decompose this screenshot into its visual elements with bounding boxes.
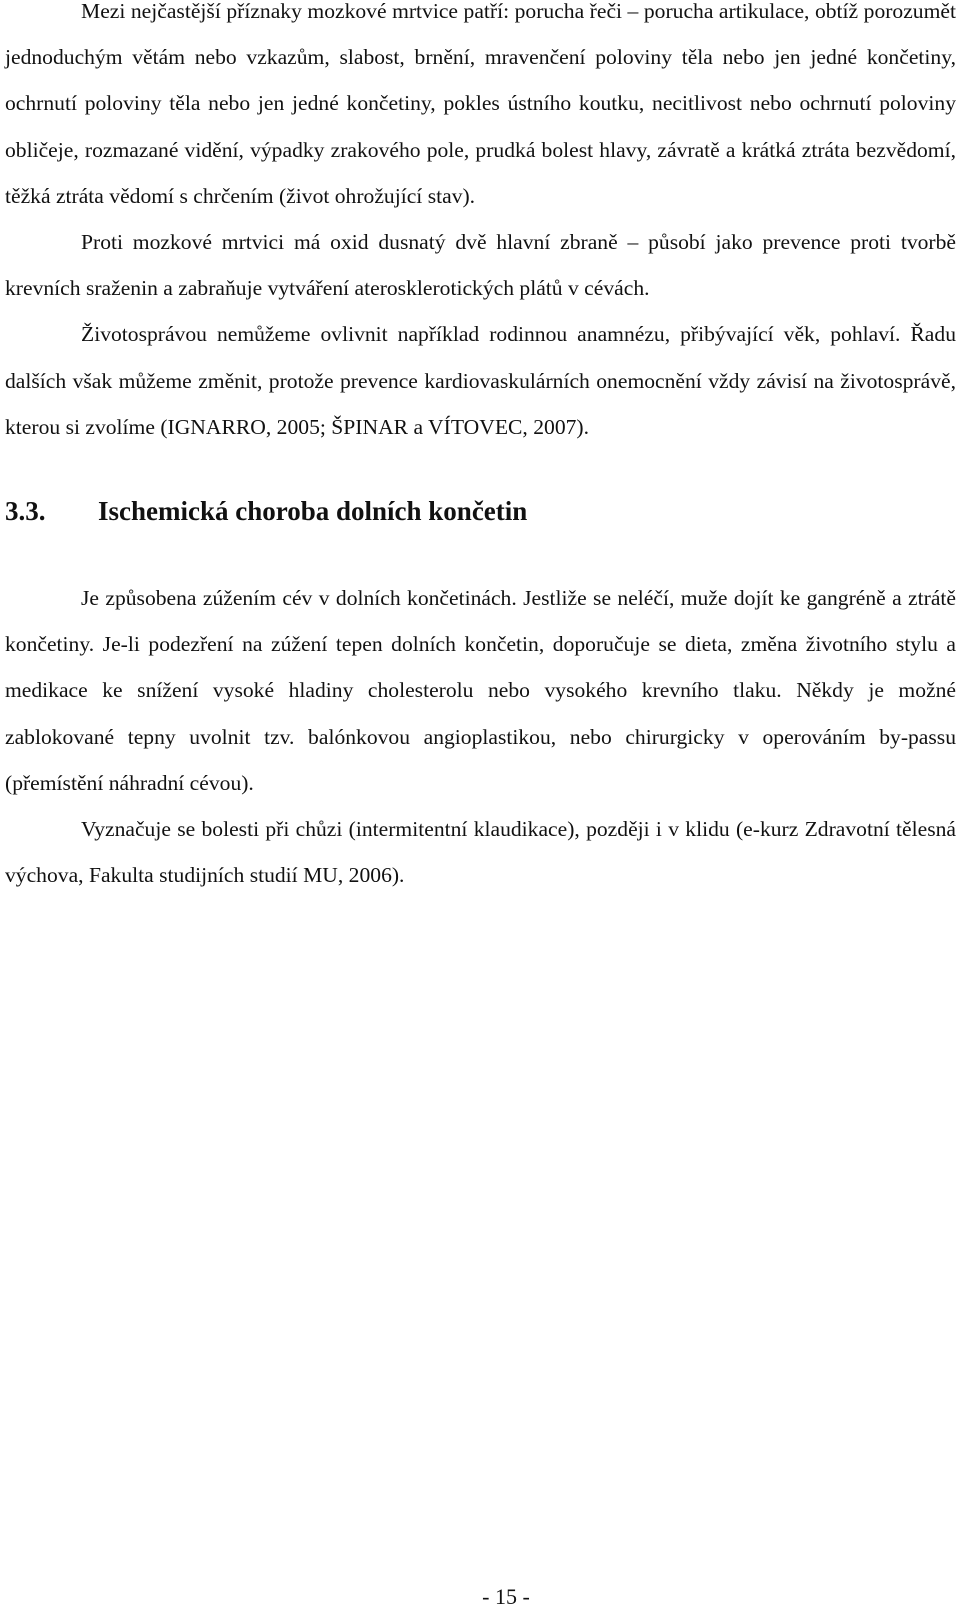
section-spacer-bottom xyxy=(5,536,956,575)
paragraph-lifestyle: Životosprávou nemůžeme ovlivnit například rodinnou anamnézu, přibývající věk, pohlaví. Řadu dalších však můžeme změnit, protože prevence kardiovaskulárních onemocnění vždy závisí na životosprávě, kterou si zvolíme (IGNARRO, 2005; ŠPINAR a VÍTOVEC, 2007). xyxy=(5,322,956,439)
paragraph-nitric-oxide: Proti mozkové mrtvici má oxid dusnatý dvě hlavní zbraně – působí jako prevence proti tvorbě krevních sraženin a zabraňuje vytváření aterosklerotických plátů v cévách. xyxy=(5,230,956,301)
section-number: 3.3. xyxy=(5,496,46,527)
page-content xyxy=(5,0,956,898)
page-number: - 15 - xyxy=(482,1584,530,1609)
paragraph-ischemia-symptoms: Vyznačuje se bolesti při chůzi (intermitentní klaudikace), později i v klidu (e-kurz Zdravotní tělesná výchova, Fakulta studijních studií MU, 2006). xyxy=(5,817,956,888)
section-heading xyxy=(5,486,956,536)
paragraph-stroke-symptoms: Mezi nejčastější příznaky mozkové mrtvice patří: porucha řeči – porucha artikulace, obtíž porozumět jednoduchým větám nebo vzkazům, slabost, brnění, mravenčení poloviny těla nebo jen jedné končetiny, ochrnutí poloviny těla nebo jen jedné končetiny, pokles ústního koutku, necitlivost nebo ochrnutí poloviny obličeje, rozmazané vidění, výpadky zrakového pole, prudká bolest hlavy, závratě a krátká ztráta bezvědomí, těžká ztráta vědomí s chrčením (život ohrožující stav). xyxy=(5,0,956,208)
paragraph-ischemia-description: Je způsobena zúžením cév v dolních končetinách. Jestliže se neléčí, muže dojít ke gangréně a ztrátě končetiny. Je-li podezření na zúžení tepen dolních končetin, doporučuje se dieta, změna životního stylu a medikace ke snížení vysoké hladiny cholesterolu nebo vysokého krevního tlaku. Někdy je možné zablokované tepny uvolnit tzv. balónkovou angioplastikou, nebo chirurgicky v operováním by-passu (přemístění náhradní cévou). xyxy=(5,586,956,795)
section-title: Ischemická choroba dolních končetin xyxy=(98,496,528,527)
section-spacer-top xyxy=(5,450,956,486)
